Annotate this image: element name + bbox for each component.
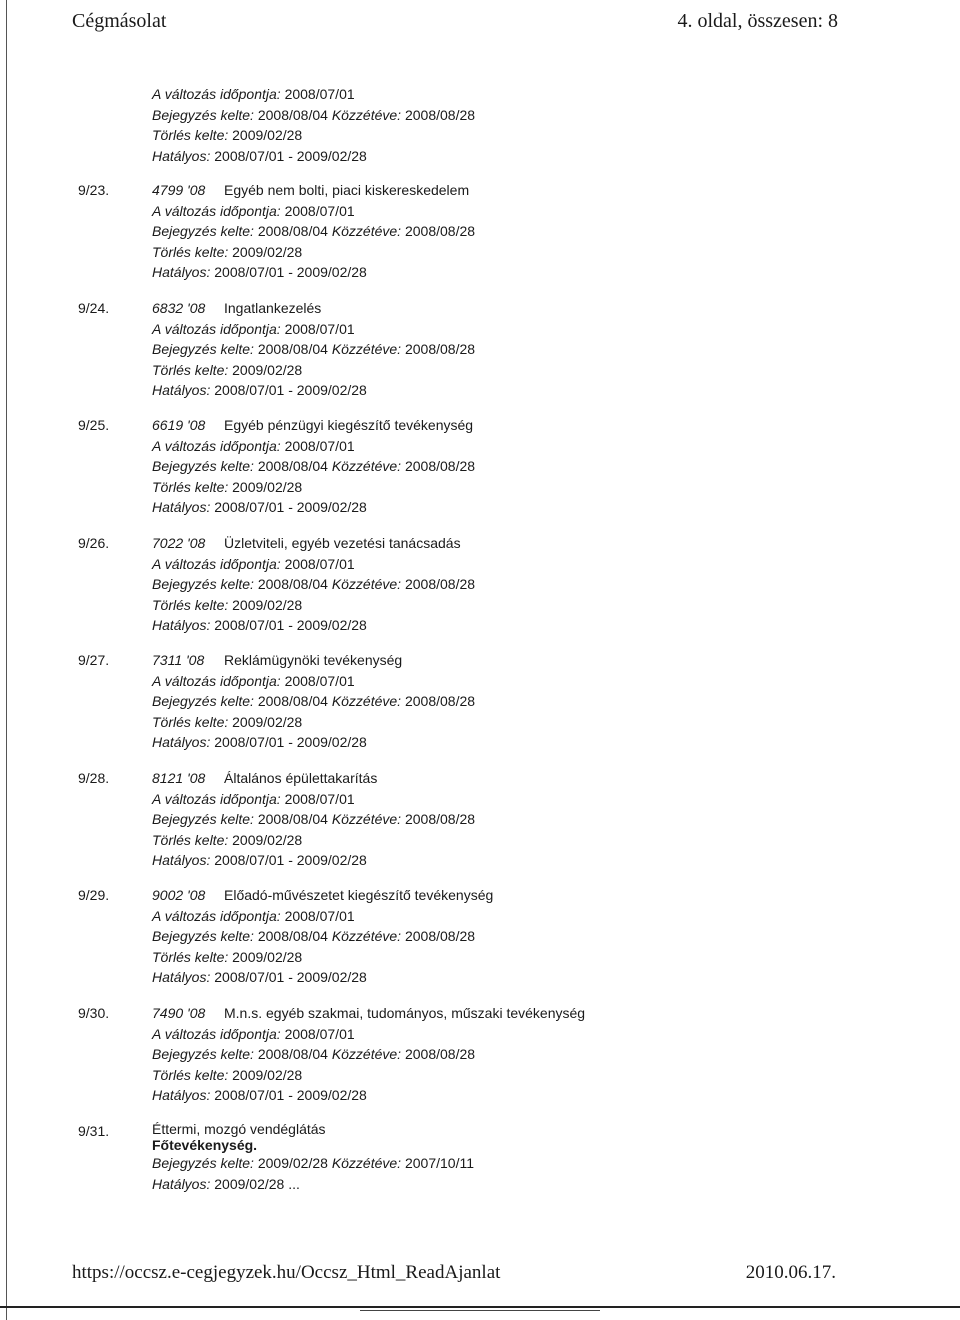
published-value: 2008/08/28 <box>404 576 476 592</box>
registration-line <box>152 105 475 126</box>
change-date-value: 2008/07/01 <box>284 320 355 337</box>
deletion-line <box>152 125 475 146</box>
change-date-value: 2008/07/01 <box>284 1025 355 1042</box>
deletion-value: 2009/02/28 <box>232 361 303 378</box>
activity-code: 7490 '08 <box>152 1005 206 1021</box>
footer-url: https://occsz.e-cegjegyzek.hu/Occsz_Html_ReadAjanlat <box>72 1262 501 1283</box>
registration-label: Bejegyzés kelte: <box>152 341 254 357</box>
registration-value: 2008/08/04 <box>257 106 328 123</box>
published-label: Közzétéve: <box>331 693 402 709</box>
deletion-value: 2009/02/28 <box>232 243 303 260</box>
published-value: 2008/08/28 <box>404 106 476 123</box>
validity-label: Hatályos: <box>152 852 211 868</box>
entry-number: 9/28. <box>78 770 110 786</box>
change-date-value: 2008/07/01 <box>284 86 355 102</box>
change-date-label: A változás időpontja: <box>152 437 281 454</box>
change-date-label: A változás időpontja: <box>152 202 281 219</box>
deletion-value: 2009/02/28 <box>232 1066 303 1083</box>
published-value: 2008/08/28 <box>404 928 476 944</box>
activity-code: 7022 '08 <box>152 535 206 551</box>
change-date-label: A változás időpontja: <box>152 790 281 807</box>
published-label: Közzétéve: <box>331 458 402 474</box>
change-date-label: A változás időpontja: <box>152 86 281 102</box>
validity-label: Hatályos: <box>152 734 211 750</box>
deletion-label: Törlés kelte: <box>152 361 229 378</box>
activity-code: 8121 '08 <box>152 770 206 786</box>
scan-bottom-line-secondary <box>360 1310 600 1311</box>
validity-value: 2008/07/01 - 2009/02/28 <box>214 264 367 280</box>
change-date-label: A változás időpontja: <box>152 320 281 337</box>
validity-value: 2008/07/01 - 2009/02/28 <box>214 969 367 985</box>
activity-name: Éttermi, mozgó vendéglátás <box>152 1121 326 1137</box>
deletion-label: Törlés kelte: <box>152 127 229 143</box>
validity-value: 2008/07/01 - 2009/02/28 <box>214 147 367 164</box>
change-date-value: 2008/07/01 <box>284 672 355 689</box>
change-date-value: 2008/07/01 <box>284 555 355 572</box>
validity-value: 2009/02/28 ... <box>214 1175 300 1192</box>
scan-bottom-line <box>0 1306 960 1308</box>
entry-number: 9/23. <box>78 182 110 198</box>
deletion-label: Törlés kelte: <box>152 831 229 848</box>
deletion-value: 2009/02/28 <box>232 478 303 495</box>
registration-label: Bejegyzés kelte: <box>152 106 254 123</box>
entry-number: 9/30. <box>78 1005 110 1021</box>
entry-continuation <box>152 84 475 166</box>
deletion-value: 2009/02/28 <box>232 948 303 965</box>
deletion-value: 2009/02/28 <box>232 127 303 143</box>
registration-value: 2008/08/04 <box>257 223 328 239</box>
published-label: Közzétéve: <box>331 1046 402 1062</box>
change-date-value: 2008/07/01 <box>284 907 355 924</box>
change-date-value: 2008/07/01 <box>284 202 355 219</box>
footer-date: 2010.06.17. <box>745 1262 836 1283</box>
published-label: Közzétéve: <box>331 341 402 357</box>
page-indicator: 4. oldal, összesen: 8 <box>677 10 838 32</box>
entry-number: 9/31. <box>78 1123 110 1139</box>
validity-value: 2008/07/01 - 2009/02/28 <box>214 1087 367 1103</box>
entry-number: 9/27. <box>78 652 110 668</box>
validity-value: 2008/07/01 - 2009/02/28 <box>214 382 367 398</box>
entry-number: 9/29. <box>78 887 110 903</box>
published-label: Közzétéve: <box>331 106 402 123</box>
activity-code: 4799 '08 <box>152 182 206 198</box>
deletion-label: Törlés kelte: <box>152 596 229 613</box>
validity-label: Hatályos: <box>152 969 211 985</box>
validity-value: 2008/07/01 - 2009/02/28 <box>214 617 367 633</box>
registration-label: Bejegyzés kelte: <box>152 223 254 239</box>
deletion-value: 2009/02/28 <box>232 596 303 613</box>
activity-name: Általános épülettakarítás <box>224 770 378 786</box>
published-value: 2008/08/28 <box>404 811 476 827</box>
published-label: Közzétéve: <box>331 223 402 239</box>
deletion-label: Törlés kelte: <box>152 243 229 260</box>
validity-label: Hatályos: <box>152 382 211 398</box>
registration-label: Bejegyzés kelte: <box>152 1155 254 1171</box>
change-date-label: A változás időpontja: <box>152 1025 281 1042</box>
registration-label: Bejegyzés kelte: <box>152 576 254 592</box>
published-label: Közzétéve: <box>331 811 402 827</box>
deletion-label: Törlés kelte: <box>152 1066 229 1083</box>
published-value: 2008/08/28 <box>404 1046 476 1062</box>
activity-name: Üzletviteli, egyéb vezetési tanácsadás <box>224 535 461 551</box>
registration-value: 2008/08/04 <box>257 811 328 827</box>
validity-line <box>152 146 475 167</box>
change-date-label: A változás időpontja: <box>152 672 281 689</box>
registration-value: 2008/08/04 <box>257 341 328 357</box>
activity-name: Egyéb nem bolti, piaci kiskereskedelem <box>224 182 470 198</box>
entry-number: 9/25. <box>78 417 110 433</box>
activity-name: Reklámügynöki tevékenység <box>224 652 403 668</box>
registration-value: 2008/08/04 <box>257 576 328 592</box>
activity-name: Egyéb pénzügyi kiegészítő tevékenység <box>224 417 474 433</box>
registration-value: 2008/08/04 <box>257 458 328 474</box>
activity-name: M.n.s. egyéb szakmai, tudományos, műszaki tevékenység <box>224 1005 586 1021</box>
deletion-label: Törlés kelte: <box>152 948 229 965</box>
validity-value: 2008/07/01 - 2009/02/28 <box>214 852 367 868</box>
change-date-value: 2008/07/01 <box>284 790 355 807</box>
validity-value: 2008/07/01 - 2009/02/28 <box>214 499 367 515</box>
published-label: Közzétéve: <box>331 928 402 944</box>
registration-value: 2008/08/04 <box>257 693 328 709</box>
registration-label: Bejegyzés kelte: <box>152 1046 254 1062</box>
published-label: Közzétéve: <box>331 576 402 592</box>
activity-name: Ingatlankezelés <box>224 300 322 316</box>
activity-name: Előadó-művészetet kiegészítő tevékenység <box>224 887 494 903</box>
published-value: 2008/08/28 <box>404 341 476 357</box>
registration-label: Bejegyzés kelte: <box>152 928 254 944</box>
registration-value: 2008/08/04 <box>257 928 328 944</box>
validity-label: Hatályos: <box>152 1175 211 1192</box>
validity-label: Hatályos: <box>152 1087 211 1103</box>
registration-label: Bejegyzés kelte: <box>152 693 254 709</box>
published-value: 2007/10/11 <box>404 1155 474 1171</box>
validity-value: 2008/07/01 - 2009/02/28 <box>214 734 367 750</box>
activity-code: 9002 '08 <box>152 887 206 903</box>
change-date-line <box>152 84 475 105</box>
change-date-label: A változás időpontja: <box>152 907 281 924</box>
validity-label: Hatályos: <box>152 147 211 164</box>
change-date-label: A változás időpontja: <box>152 555 281 572</box>
published-label: Közzétéve: <box>331 1155 402 1171</box>
published-value: 2008/08/28 <box>404 223 476 239</box>
entry-number: 9/24. <box>78 300 110 316</box>
deletion-value: 2009/02/28 <box>232 713 303 730</box>
document-title: Cégmásolat <box>72 10 167 32</box>
validity-label: Hatályos: <box>152 499 211 515</box>
published-value: 2008/08/28 <box>404 693 476 709</box>
registration-value: 2009/02/28 <box>257 1155 328 1171</box>
deletion-label: Törlés kelte: <box>152 713 229 730</box>
scan-edge-line <box>6 0 7 1320</box>
registration-label: Bejegyzés kelte: <box>152 811 254 827</box>
validity-label: Hatályos: <box>152 264 211 280</box>
entry-number: 9/26. <box>78 535 110 551</box>
registration-label: Bejegyzés kelte: <box>152 458 254 474</box>
activity-code: 6832 '08 <box>152 300 206 316</box>
registration-value: 2008/08/04 <box>257 1046 328 1062</box>
deletion-value: 2009/02/28 <box>232 831 303 848</box>
main-activity-flag: Főtevékenység. <box>152 1137 258 1153</box>
validity-label: Hatályos: <box>152 617 211 633</box>
activity-code: 6619 '08 <box>152 417 206 433</box>
deletion-label: Törlés kelte: <box>152 478 229 495</box>
activity-code: 7311 '08 <box>152 652 205 668</box>
change-date-value: 2008/07/01 <box>284 437 355 454</box>
published-value: 2008/08/28 <box>404 458 476 474</box>
